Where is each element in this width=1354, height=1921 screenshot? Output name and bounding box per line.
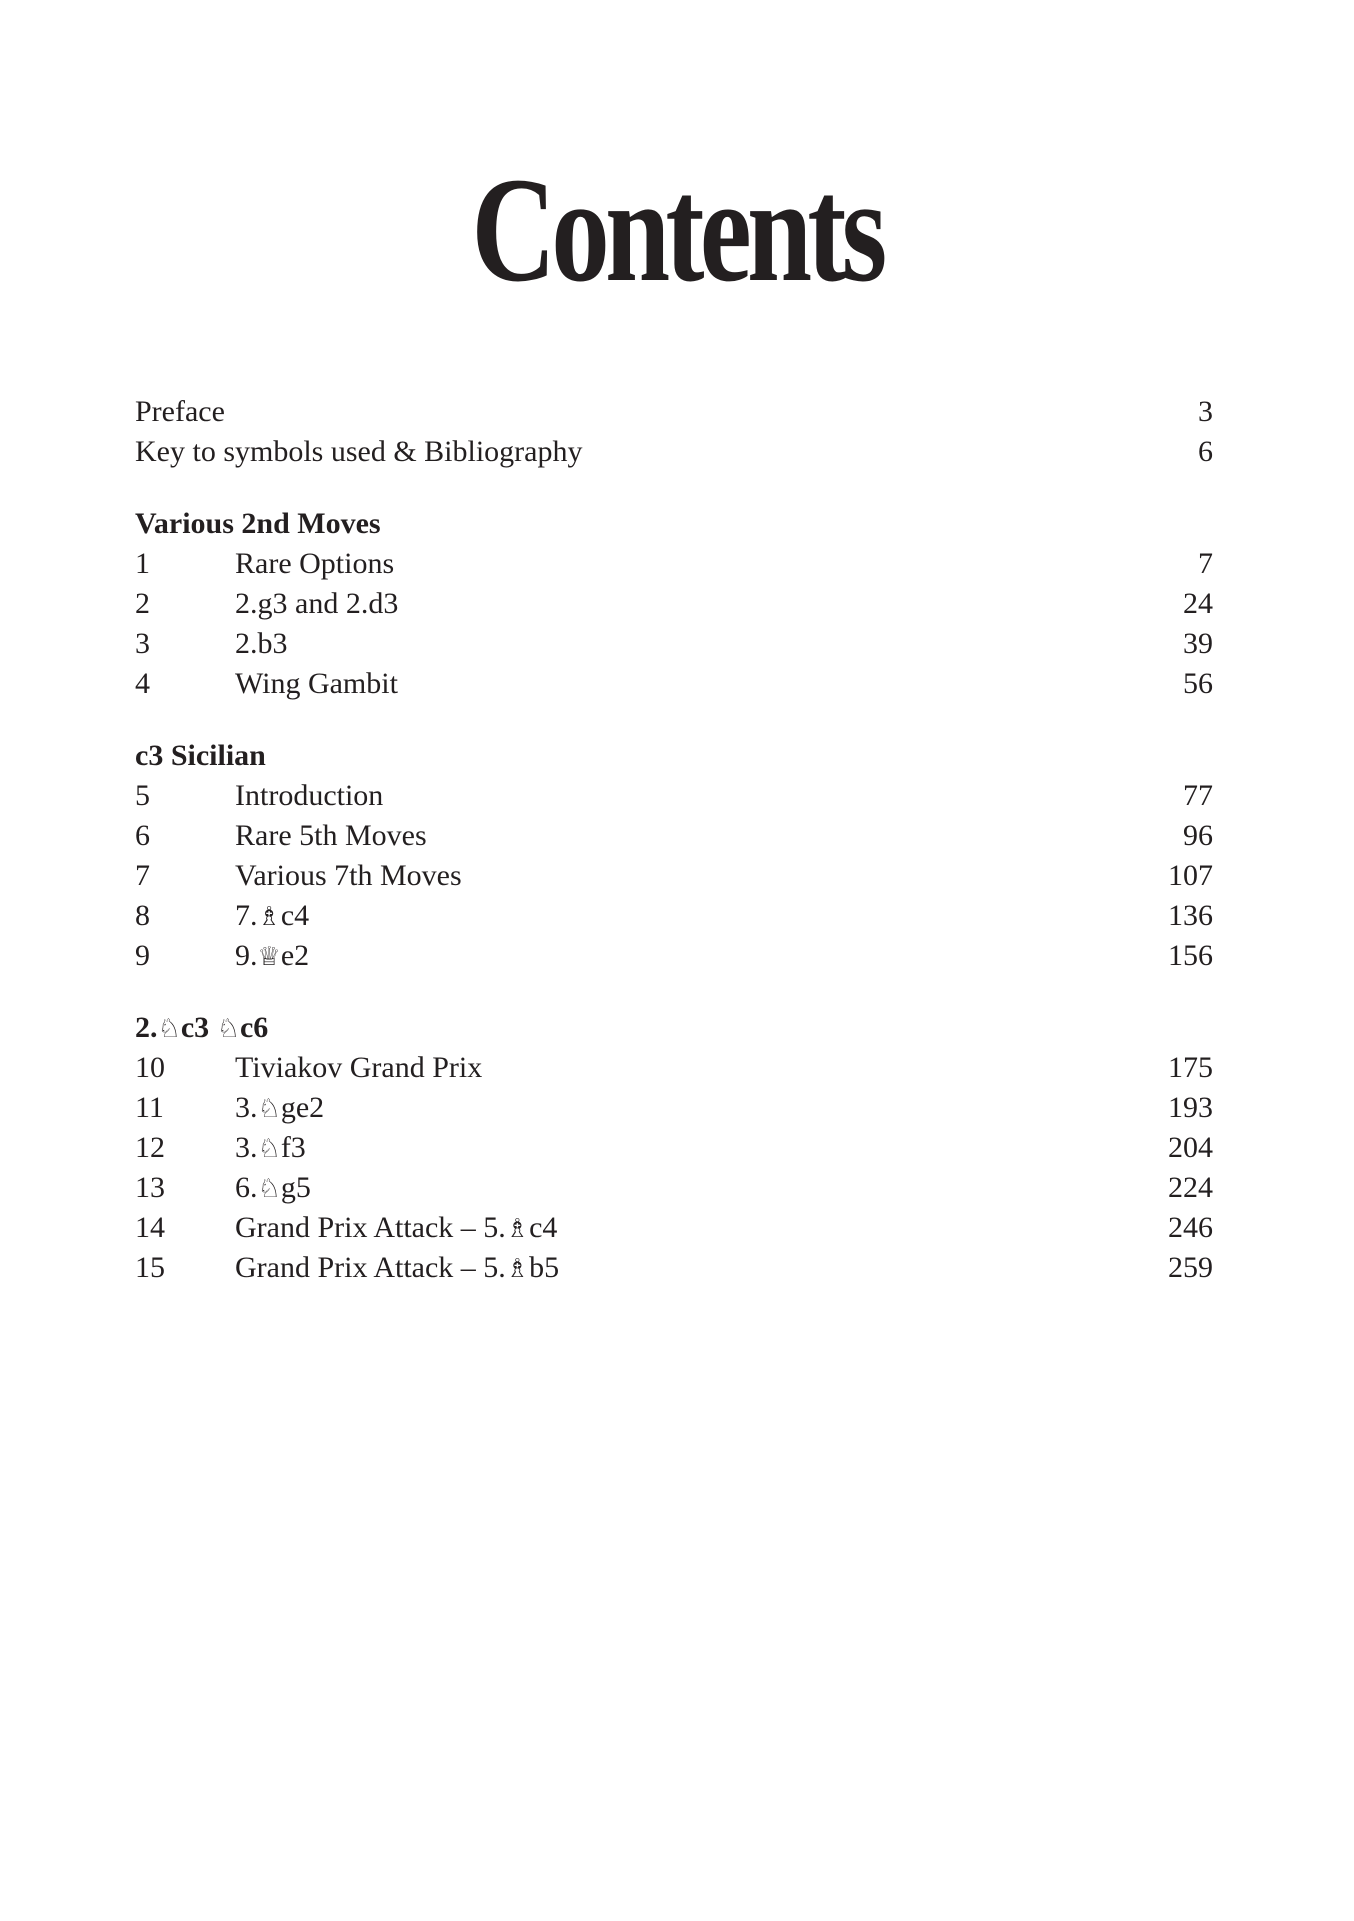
entry-page: 3 xyxy=(1198,395,1213,428)
chapter-page: 175 xyxy=(1168,1051,1213,1084)
chapter-page: 246 xyxy=(1168,1211,1213,1244)
move-square: ge2 xyxy=(280,1091,325,1124)
toc-chapter-13[interactable] xyxy=(135,1168,1213,1208)
chapter-number: 13 xyxy=(135,1171,165,1204)
chapter-title: 2.b3 xyxy=(235,627,288,660)
entry-label: Preface xyxy=(135,395,225,428)
toc-chapter-15[interactable] xyxy=(135,1248,1213,1288)
chapter-number: 3 xyxy=(135,627,150,660)
move-number: Grand Prix Attack – 5. xyxy=(235,1251,506,1284)
toc-entry-key-to-symbols[interactable] xyxy=(135,432,1213,472)
toc-chapter-4[interactable] xyxy=(135,664,1213,704)
chapter-number: 5 xyxy=(135,779,150,812)
chapter-number: 11 xyxy=(135,1091,164,1124)
toc-chapter-6[interactable] xyxy=(135,816,1213,856)
chapter-page: 96 xyxy=(1183,819,1213,852)
bishop-icon: ♗ xyxy=(505,1254,530,1284)
toc-chapter-7[interactable] xyxy=(135,856,1213,896)
chapter-number: 15 xyxy=(135,1251,165,1284)
queen-icon: ♕ xyxy=(257,942,281,972)
chapter-title xyxy=(235,936,309,977)
move-square: c4 xyxy=(280,899,310,932)
toc-chapter-9[interactable] xyxy=(135,936,1213,976)
knight-icon: ♘ xyxy=(216,1014,240,1044)
chapter-page: 7 xyxy=(1198,547,1213,580)
toc-chapter-14[interactable] xyxy=(135,1208,1213,1248)
chapter-page: 204 xyxy=(1168,1131,1213,1164)
chapter-number: 6 xyxy=(135,819,150,852)
chapter-title: Wing Gambit xyxy=(235,667,398,700)
section-heading: Various 2nd Moves xyxy=(135,507,381,540)
chapter-number: 10 xyxy=(135,1051,165,1084)
toc-chapter-5[interactable] xyxy=(135,776,1213,816)
chapter-number: 12 xyxy=(135,1131,165,1164)
move-number: 3. xyxy=(235,1091,258,1124)
heading-text: c6 xyxy=(239,1011,269,1044)
chapter-page: 56 xyxy=(1183,667,1213,700)
chapter-page: 39 xyxy=(1183,627,1213,660)
chapter-number: 1 xyxy=(135,547,150,580)
chapter-title: Various 7th Moves xyxy=(235,859,462,892)
chapter-page: 259 xyxy=(1168,1251,1213,1284)
chapter-page: 77 xyxy=(1183,779,1213,812)
chapter-title xyxy=(235,1208,557,1249)
entry-label: Key to symbols used & Bibliography xyxy=(135,435,583,468)
section-heading xyxy=(135,1008,1213,1048)
knight-icon: ♘ xyxy=(257,1134,281,1164)
chapter-number: 8 xyxy=(135,899,150,932)
toc-entry-preface[interactable] xyxy=(135,392,1213,432)
table-of-contents xyxy=(135,392,1213,1288)
chapter-title: Rare Options xyxy=(235,547,395,580)
move-square: g5 xyxy=(280,1171,311,1204)
bishop-icon: ♗ xyxy=(257,902,281,932)
toc-chapter-11[interactable] xyxy=(135,1088,1213,1128)
bishop-icon: ♗ xyxy=(505,1214,530,1244)
toc-chapter-2[interactable] xyxy=(135,584,1213,624)
heading-text: 2. xyxy=(135,1011,158,1044)
chapter-title xyxy=(235,896,309,937)
page-title: Contents xyxy=(471,147,883,313)
chapter-number: 4 xyxy=(135,667,150,700)
chapter-title xyxy=(235,1248,559,1289)
chapter-title: 2.g3 and 2.d3 xyxy=(235,587,399,620)
move-number: 7. xyxy=(235,899,258,932)
chapter-number: 2 xyxy=(135,587,150,620)
chapter-number: 14 xyxy=(135,1211,165,1244)
chapter-page: 136 xyxy=(1168,899,1213,932)
chapter-title xyxy=(235,1088,324,1129)
chapter-page: 156 xyxy=(1168,939,1213,972)
chapter-title xyxy=(235,1128,306,1169)
knight-icon: ♘ xyxy=(257,1174,281,1204)
move-square: f3 xyxy=(280,1131,306,1164)
toc-chapter-1[interactable] xyxy=(135,544,1213,584)
move-number: 6. xyxy=(235,1171,258,1204)
toc-chapter-3[interactable] xyxy=(135,624,1213,664)
move-square: c4 xyxy=(529,1211,558,1244)
knight-icon: ♘ xyxy=(157,1014,181,1044)
move-square: b5 xyxy=(529,1251,560,1284)
chapter-page: 193 xyxy=(1168,1091,1213,1124)
move-number: Grand Prix Attack – 5. xyxy=(235,1211,506,1244)
toc-chapter-12[interactable] xyxy=(135,1128,1213,1168)
move-square: e2 xyxy=(280,939,310,972)
move-number: 3. xyxy=(235,1131,258,1164)
chapter-title: Introduction xyxy=(235,779,384,812)
chapter-number: 9 xyxy=(135,939,150,972)
section-heading: c3 Sicilian xyxy=(135,739,266,772)
knight-icon: ♘ xyxy=(257,1094,281,1124)
chapter-page: 24 xyxy=(1183,587,1213,620)
entry-page: 6 xyxy=(1198,435,1213,468)
heading-text: c3 xyxy=(180,1011,217,1044)
toc-chapter-8[interactable] xyxy=(135,896,1213,936)
chapter-title xyxy=(235,1168,311,1209)
chapter-page: 224 xyxy=(1168,1171,1213,1204)
toc-chapter-10[interactable] xyxy=(135,1048,1213,1088)
chapter-title: Tiviakov Grand Prix xyxy=(235,1051,483,1084)
chapter-number: 7 xyxy=(135,859,150,892)
chapter-page: 107 xyxy=(1168,859,1213,892)
chapter-title: Rare 5th Moves xyxy=(235,819,427,852)
move-number: 9. xyxy=(235,939,258,972)
